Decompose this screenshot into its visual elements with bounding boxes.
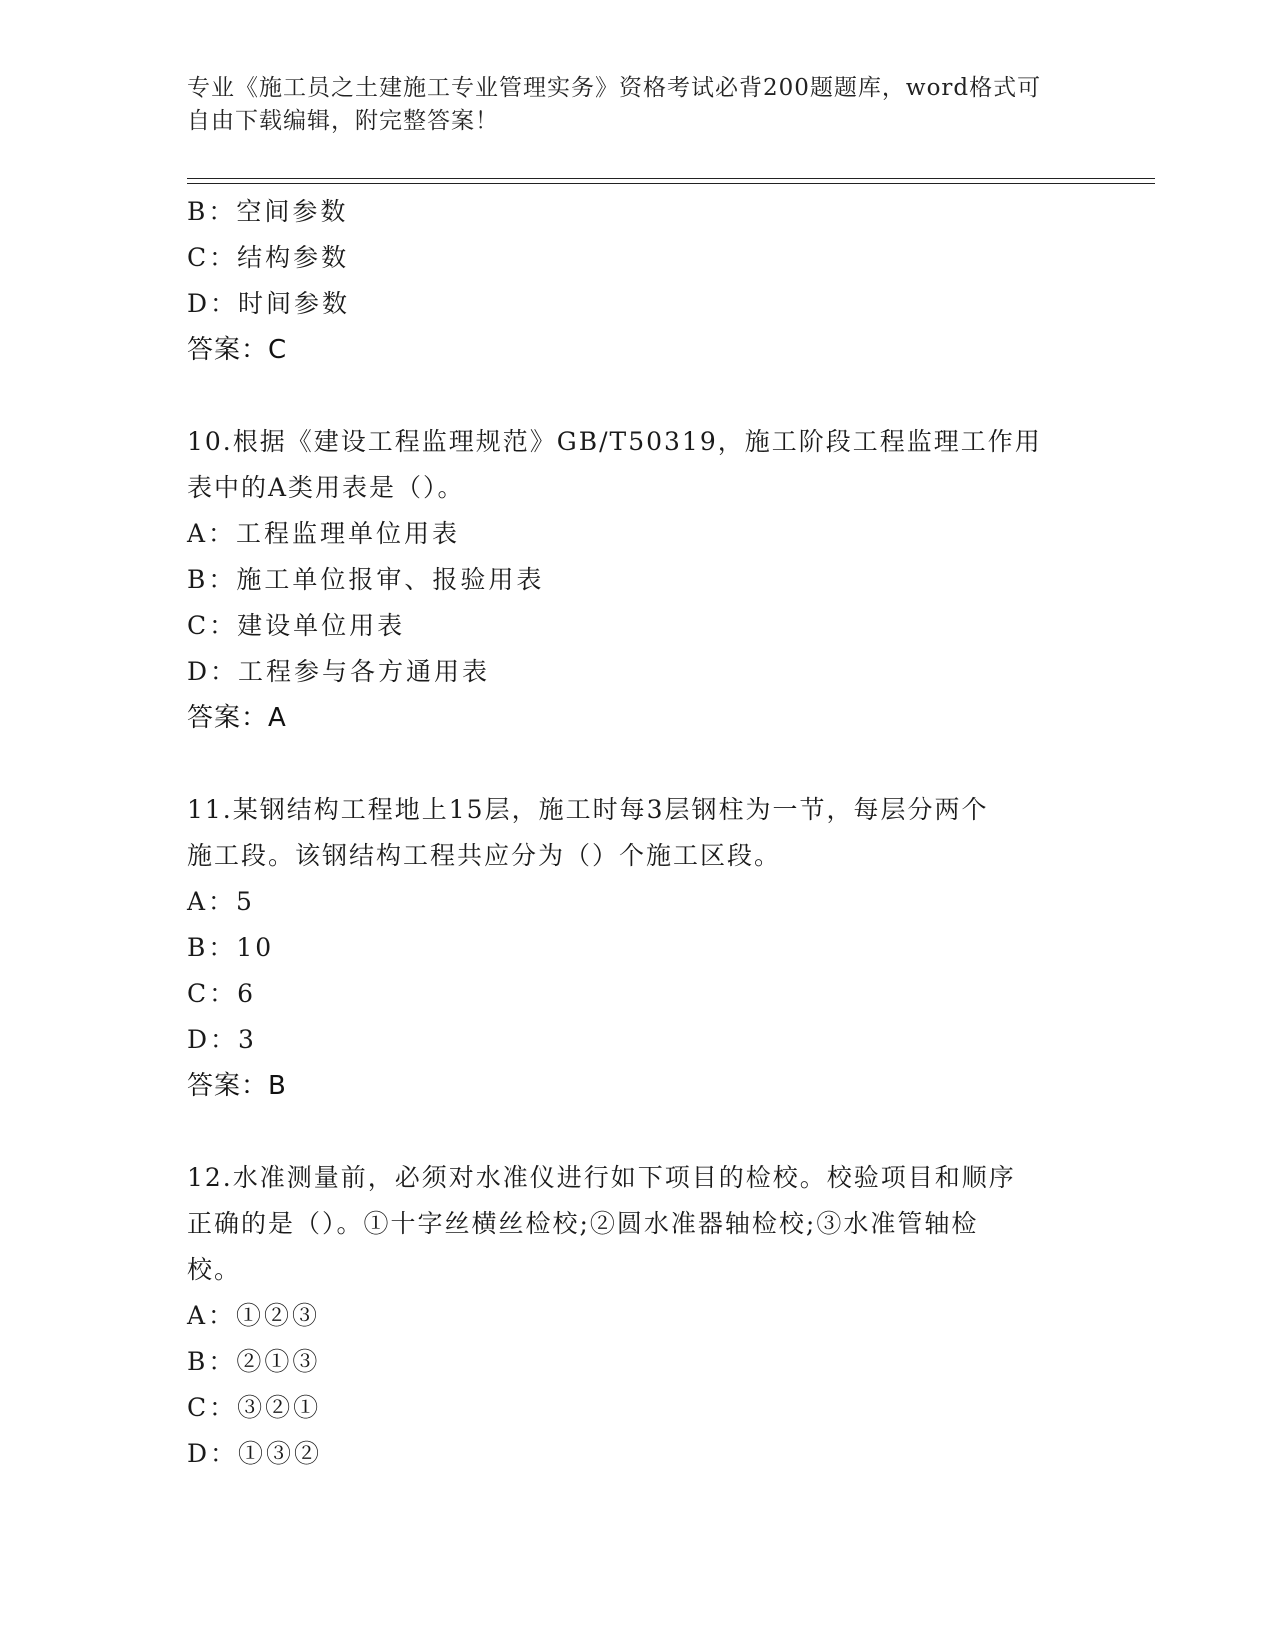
spacer	[187, 741, 1087, 787]
document-header	[187, 72, 1067, 138]
question-12	[187, 1155, 1087, 1477]
header-divider-top	[187, 178, 1155, 179]
question-stem-line: 校。	[187, 1255, 242, 1284]
option-b: B：②①③	[187, 1347, 321, 1376]
spacer	[187, 373, 1087, 419]
option-c: C：建设单位用表	[187, 611, 406, 640]
option-a: A：①②③	[187, 1301, 321, 1330]
question-stem-line: 12.水准测量前，必须对水准仪进行如下项目的检校。校验项目和顺序	[187, 1163, 1016, 1192]
question-stem-line: 10.根据《建设工程监理规范》GB/T50319，施工阶段工程监理工作用	[187, 427, 1042, 456]
question-stem-line: 正确的是（）。①十字丝横丝检校;②圆水准器轴检校;③水准管轴检	[187, 1209, 979, 1238]
header-divider-bottom	[187, 183, 1155, 184]
option-d: D：①③②	[187, 1439, 323, 1468]
question-11	[187, 787, 1087, 1109]
question-stem-line: 表中的A类用表是（）。	[187, 473, 465, 502]
answer: 答案：A	[187, 703, 287, 733]
question-stem-line: 11.某钢结构工程地上15层，施工时每3层钢柱为一节，每层分两个	[187, 795, 989, 824]
option-c: C：6	[187, 979, 257, 1008]
document-body	[187, 189, 1087, 1477]
question-stem-line: 施工段。该钢结构工程共应分为（）个施工区段。	[187, 841, 782, 870]
question-9-tail	[187, 189, 1087, 373]
question-10	[187, 419, 1087, 741]
option-d: D：工程参与各方通用表	[187, 657, 491, 686]
option-b: B：空间参数	[187, 197, 349, 226]
answer: 答案：C	[187, 335, 288, 365]
option-c: C：③②①	[187, 1393, 322, 1422]
answer: 答案：B	[187, 1071, 287, 1101]
header-line-2: 自由下载编辑，附完整答案！	[187, 108, 499, 134]
spacer	[187, 1109, 1087, 1155]
option-d: D：3	[187, 1025, 257, 1054]
option-a: A：5	[187, 887, 255, 916]
option-d: D：时间参数	[187, 289, 351, 318]
option-a: A：工程监理单位用表	[187, 519, 461, 548]
header-line-1: 专业《施工员之土建施工专业管理实务》资格考试必背200题题库，word格式可	[187, 75, 1042, 101]
option-b: B：施工单位报审、报验用表	[187, 565, 545, 594]
option-c: C：结构参数	[187, 243, 350, 272]
option-b: B：10	[187, 933, 275, 962]
